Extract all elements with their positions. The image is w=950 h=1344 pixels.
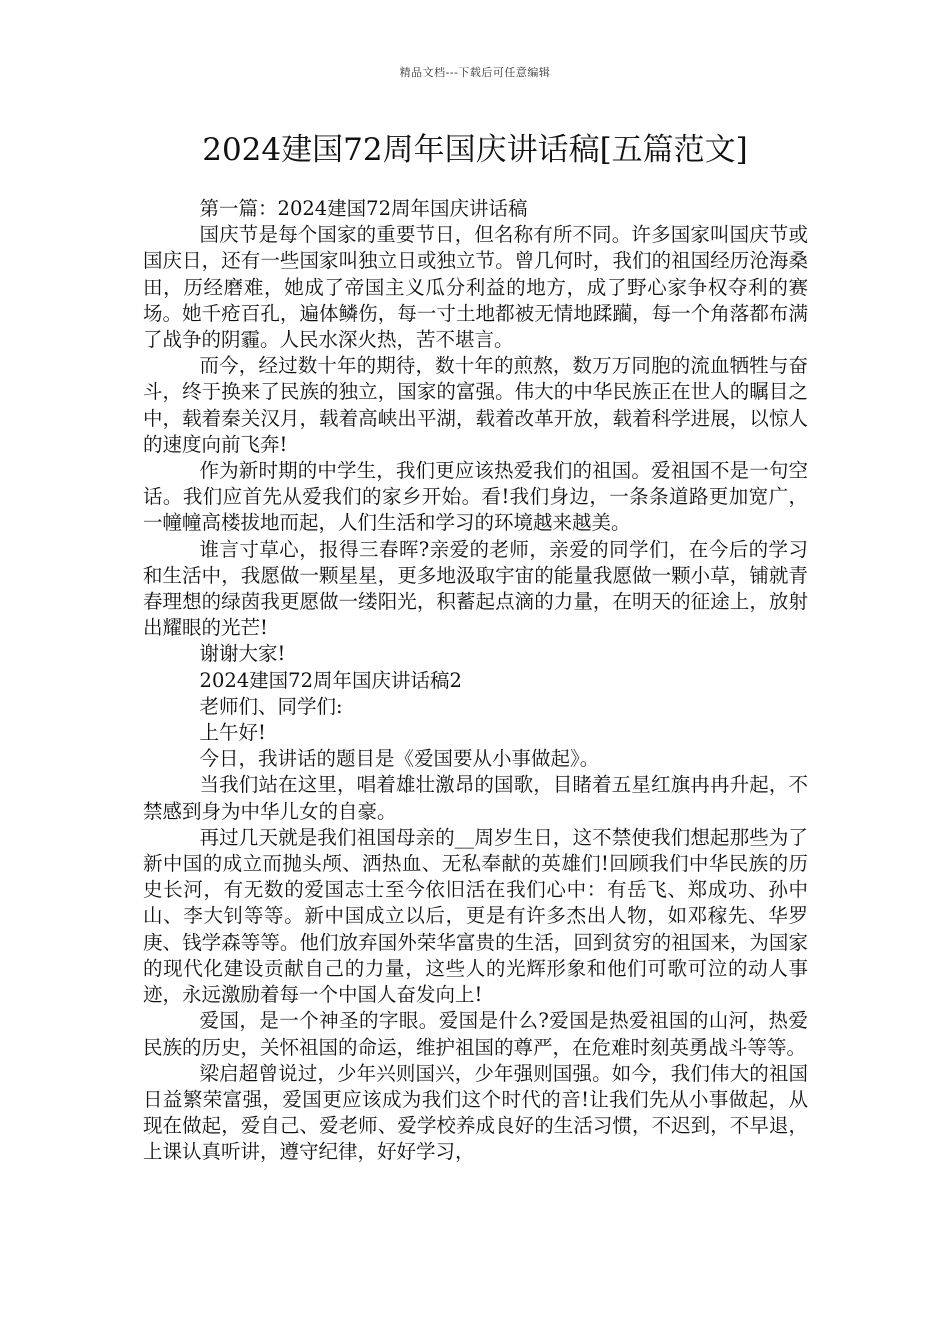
document-title: 2024建国72周年国庆讲话稿[五篇范文] <box>202 132 748 168</box>
paragraph: 再过几天就是我们祖国母亲的__周岁生日，这不禁使我们想起那些为了新中国的成立而抛头颅、洒热血、无私奉献的英雄们!回顾我们中华民族的历史长河，有无数的爱国志士至今依旧活在我们心中：有岳飞、郑成功、孙中山、李大钊等等。新中国成立以后，更是有许多杰出人物，如邓稼先、华罗庚、钱学森等等。他们放弃国外荣华富贵的生活，回到贫穷的祖国来，为国家的现代化建设贡献自己的力量，这些人的光辉形象和他们可歌可泣的动人事迹，永远激励着每一个中国人奋发向上! <box>143 825 808 1007</box>
paragraph: 作为新时期的中学生，我们更应该热爱我们的祖国。爱祖国不是一句空话。我们应首先从爱我们的家乡开始。看!我们身边，一条条道路更加宽广，一幢幢高楼拔地而起，人们生活和学习的环境越来越美。 <box>143 459 808 535</box>
document-body <box>143 196 808 1166</box>
paragraph: 谁言寸草心，报得三春晖?亲爱的老师，亲爱的同学们，在今后的学习和生活中，我愿做一颗星星，更多地汲取宇宙的能量我愿做一颗小草，铺就青春理想的绿茵我更愿做一缕阳光，积蓄起点滴的力量，在明天的征途上，放射出耀眼的光芒! <box>143 537 808 640</box>
paragraph: 梁启超曾说过，少年兴则国兴，少年强则国强。如今，我们伟大的祖国日益繁荣富强，爱国更应该成为我们这个时代的音!让我们先从小事做起，从现在做起，爱自己、爱老师、爱学校养成良好的生活习惯，不迟到，不早退，上课认真听讲，遵守纪律，好好学习， <box>143 1061 808 1164</box>
paragraph: 上午好! <box>199 721 266 745</box>
paragraph: 老师们、同学们: <box>199 694 343 718</box>
paragraph: 爱国，是一个神圣的字眼。爱国是什么?爱国是热爱祖国的山河，热爱民族的历史，关怀祖国的命运，维护祖国的尊严，在危难时刻英勇战斗等等。 <box>143 1009 808 1059</box>
paragraph: 谢谢大家! <box>199 642 286 666</box>
paragraph: 国庆节是每个国家的重要节日，但名称有所不同。许多国家叫国庆节或国庆日，还有一些国家叫独立日或独立节。曾几何时，我们的祖国经历沧海桑田，历经磨难，她成了帝国主义瓜分利益的地方，成了野心家争权夺利的赛场。她千疮百孔，遍体鳞伤，每一寸土地都被无情地蹂躏，每一个角落都布满了战争的阴霾。人民水深火热，苦不堪言。 <box>143 223 808 352</box>
paragraph: 第一篇：2024建国72周年国庆讲话稿 <box>199 197 528 220</box>
paragraph: 而今，经过数十年的期待，数十年的煎熬，数万万同胞的流血牺牲与奋斗，终于换来了民族的独立，国家的富强。伟大的中华民族正在世人的瞩目之中，载着秦关汉月，载着高峡出平湖，载着改革开放，载着科学进展，以惊人的速度向前飞奔! <box>143 354 808 456</box>
paragraph: 今日，我讲话的题目是《爱国要从小事做起》。 <box>199 747 600 771</box>
paragraph: 当我们站在这里，唱着雄壮激昂的国歌，目睹着五星红旗冉冉升起，不禁感到身为中华儿女的自豪。 <box>143 773 808 823</box>
paragraph: 2024建国72周年国庆讲话稿2 <box>199 668 462 692</box>
page-header: 精品文档---下载后可任意编辑 <box>399 66 551 79</box>
